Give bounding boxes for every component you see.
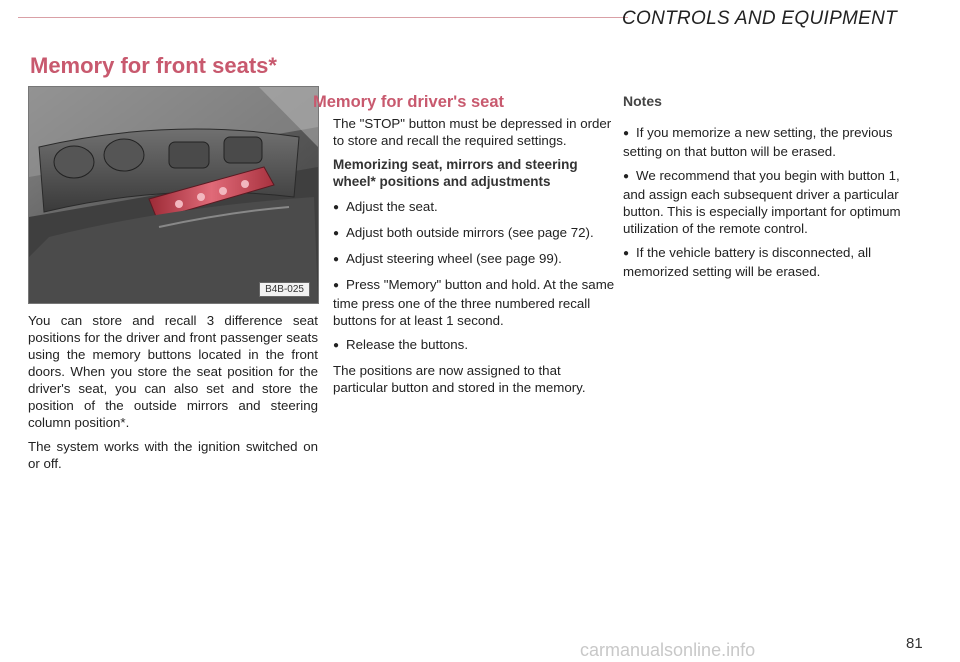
bullet-icon: ●: [333, 254, 340, 265]
figure-label: B4B-025: [259, 282, 310, 297]
bullet-icon: ●: [623, 128, 630, 139]
watermark: carmanualsonline.info: [580, 640, 756, 660]
bullet-icon: ●: [333, 228, 340, 239]
list-item: ● We recommend that you begin with button 1, and assign each subsequent driver a particular button. This is especially important for optimum utilization of the remote control.: [623, 168, 901, 236]
paragraph: You can store and recall 3 difference seat positions for the driver and front passenger seats using the memory buttons located in the front doors. When you store the seat position for the driver's seat, you can also set and store the position of the outside mirrors and steering column position*.: [28, 313, 318, 430]
closing-paragraph: The positions are now assigned to that particular button and stored in the memory.: [333, 363, 586, 395]
subheading: Memorizing seat, mirrors and steering wheel* positions and adjustments: [333, 157, 578, 189]
bullet-icon: ●: [333, 280, 340, 291]
middle-column: [333, 115, 616, 403]
door-memory-buttons-photo: [28, 86, 319, 304]
bullet-icon: ●: [623, 171, 630, 182]
list-item: ● If the vehicle battery is disconnected, all memorized setting will be erased.: [623, 245, 872, 279]
bullet-icon: ●: [623, 248, 630, 259]
list-item: ● Adjust both outside mirrors (see page 72).: [333, 225, 594, 240]
right-column: Notes ● If you memorize a new setting, the previous setting on that button will be erased. ● We recommend that you begin with button 1, and assign each subsequent driver a particular button. This is especially important for optimum utilization of the remote control. ● If the vehicle battery is disconnected, all memorized setting will be erased.: [623, 115, 919, 287]
intro-paragraph: The "STOP" button must be depressed in order to store and recall the required settings.: [333, 116, 612, 148]
left-column: [28, 312, 318, 479]
list-item: ● Adjust steering wheel (see page 99).: [333, 251, 562, 266]
paragraph: The system works with the ignition switched on or off.: [28, 439, 318, 471]
list-item: ● Adjust the seat.: [333, 199, 438, 214]
bullet-icon: ●: [333, 340, 340, 351]
page-number: 81: [906, 635, 923, 652]
header-rule: [18, 17, 628, 18]
list-item: ● If you memorize a new setting, the previous setting on that button will be erased.: [623, 125, 893, 159]
bullet-icon: ●: [333, 202, 340, 213]
running-header: CONTROLS AND EQUIPMENT: [622, 8, 898, 29]
list-item: ● Release the buttons.: [333, 337, 469, 352]
section-title: Memory for driver's seat: [313, 93, 504, 111]
page-title: Memory for front seats*: [30, 53, 277, 78]
list-item: ● Press "Memory" button and hold. At the same time press one of the three numbered recall buttons for at least 1 second.: [333, 277, 615, 328]
